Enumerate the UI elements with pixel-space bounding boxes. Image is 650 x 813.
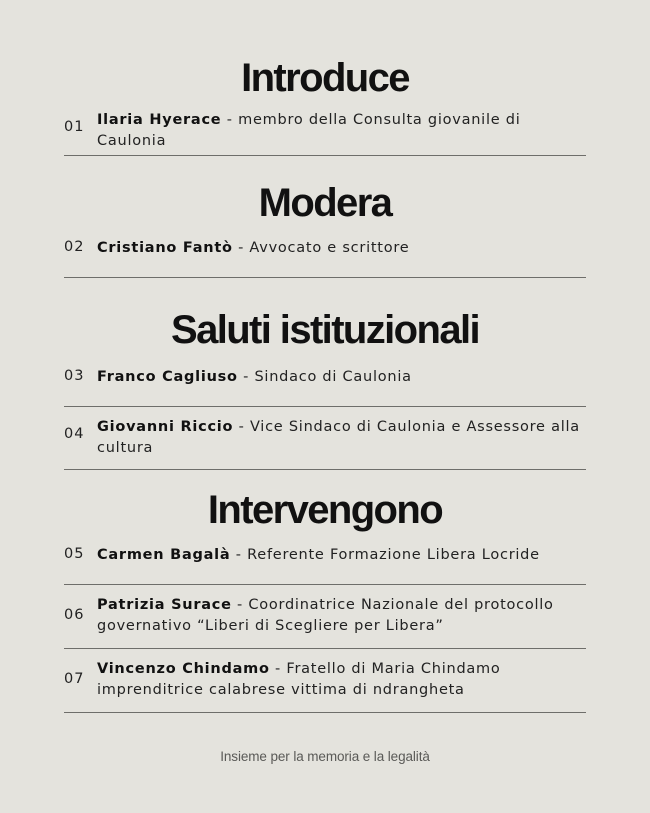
divider — [64, 712, 586, 713]
divider — [64, 155, 586, 156]
entry-number: 04 — [64, 426, 85, 442]
speaker-role: Vice Sindaco di Caulonia e Assessore alla cultura — [97, 419, 580, 456]
speaker-role: Coordinatrice Nazionale del protocollo governativo “Liberi di Scegliere per Libera” — [97, 597, 554, 634]
speaker-name: Vincenzo Chindamo — [97, 661, 270, 677]
divider — [64, 406, 586, 407]
divider — [64, 584, 586, 585]
speaker-role: Avvocato e scrittore — [249, 240, 410, 256]
speaker-name: Patrizia Surace — [97, 597, 232, 613]
entry-number: 03 — [64, 368, 85, 384]
divider — [64, 277, 586, 278]
speaker-role: Sindaco di Caulonia — [254, 369, 412, 385]
entry-number: 02 — [64, 239, 85, 255]
entry-text — [97, 545, 586, 566]
entry-number: 01 — [64, 119, 85, 135]
entry-text — [97, 238, 586, 259]
section-heading-introduce: Introduce — [241, 56, 409, 100]
entry-number: 05 — [64, 546, 85, 562]
entry-text — [97, 110, 586, 152]
divider — [64, 469, 586, 470]
speaker-role: Referente Formazione Libera Locride — [247, 547, 540, 563]
separator: - — [232, 240, 250, 256]
speaker-role: Fratello di Maria Chindamo imprenditrice calabrese vittima di ndrangheta — [97, 661, 501, 698]
section-heading-saluti-istituzionali: Saluti istituzionali — [170, 308, 480, 352]
entry-text — [97, 659, 586, 701]
section-heading-modera: Modera — [258, 181, 392, 225]
section-heading-intervengono: Intervengono — [207, 488, 443, 532]
entry-number: 06 — [64, 607, 85, 623]
speaker-name: Cristiano Fantò — [97, 240, 233, 256]
entry-text — [97, 367, 586, 388]
separator: - — [230, 547, 248, 563]
speaker-name: Franco Cagliuso — [97, 369, 238, 385]
speaker-name: Ilaria Hyerace — [97, 112, 222, 128]
speaker-role: membro della Consulta giovanile di Caulonia — [97, 112, 521, 149]
separator: - — [221, 112, 239, 128]
entry-text — [97, 417, 586, 459]
separator: - — [233, 419, 250, 435]
footer-tagline: Insieme per la memoria e la legalità — [220, 749, 430, 764]
separator: - — [269, 661, 287, 677]
entry-number: 07 — [64, 671, 85, 687]
divider — [64, 648, 586, 649]
separator: - — [231, 597, 249, 613]
entry-text — [97, 595, 586, 637]
speaker-name: Carmen Bagalà — [97, 547, 231, 563]
speaker-name: Giovanni Riccio — [97, 419, 234, 435]
separator: - — [237, 369, 255, 385]
